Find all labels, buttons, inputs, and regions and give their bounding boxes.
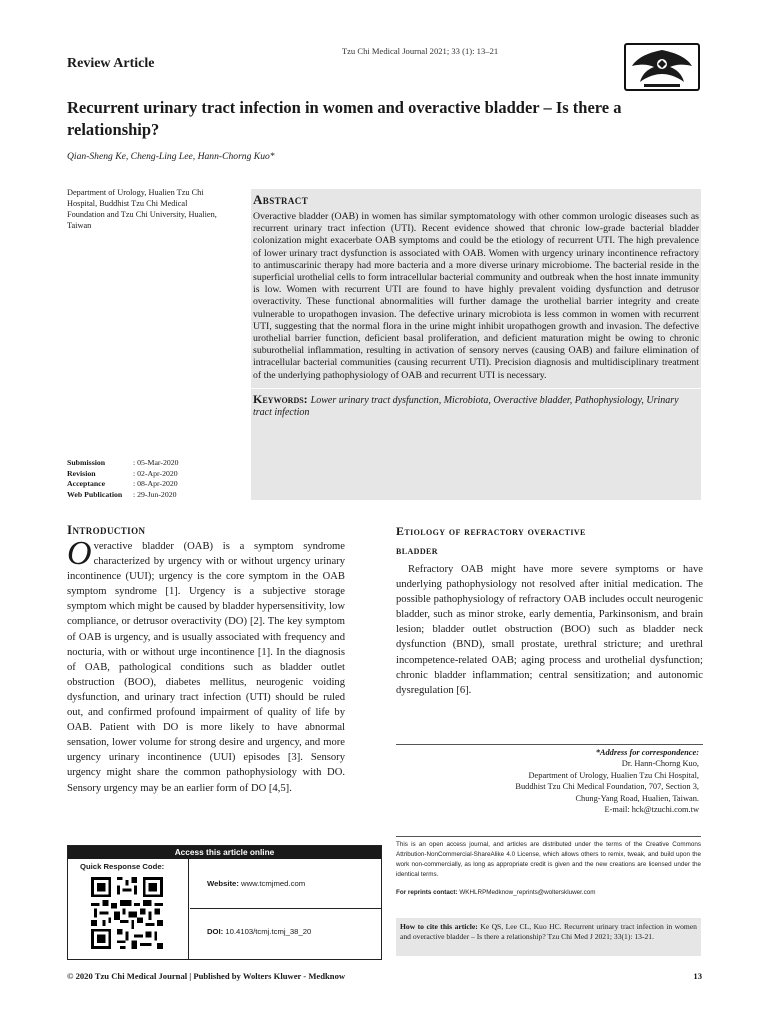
citation-box	[396, 918, 701, 956]
correspondence-heading: *Address for correspondence:	[595, 748, 699, 757]
citation-label: How to cite this article:	[400, 922, 478, 931]
license-notice: This is an open access journal, and articles are distributed under the terms of the Creative Commons Attribution-NonCommercial-ShareAlike 4.0 License, which allows others to remix, tweak, and build upon the work non-commercially, as long as appropriate credit is given and the new creations are licensed under the identical terms.	[396, 836, 701, 880]
introduction-section	[67, 521, 345, 796]
doi-label: DOI:	[207, 927, 224, 936]
journal-logo	[622, 42, 702, 92]
drop-cap: O	[67, 535, 92, 572]
publication-dates	[67, 458, 242, 500]
citation-text: Ke QS, Lee CL, Kuo HC. Recurrent urinary tract infection in women and overactive bladder – Is there a relationship? Tzu Chi Med J 2021; 33(1): 13-21.	[400, 922, 697, 942]
etiology-heading: Etiology of refractory overactive	[396, 524, 586, 538]
correspondence-name: Dr. Hann-Chorng Kuo,	[621, 759, 699, 769]
journal-reference: Tzu Chi Medical Journal 2021; 33 (1): 13–21	[341, 46, 499, 56]
correspondence-divider	[396, 744, 703, 745]
date-row: Web Publication : 29-Jun-2020	[67, 489, 177, 499]
date-row: Revision : 02-Apr-2020	[67, 468, 178, 478]
qr-code-icon[interactable]	[91, 877, 163, 949]
website-link[interactable]: www.tcmjmed.com	[241, 879, 306, 888]
etiology-section	[396, 522, 703, 698]
doi-cell	[190, 910, 381, 959]
reprints-contact: For reprints contact: WKHLRPMedknow_reprints@wolterskluwer.com	[396, 889, 596, 896]
article-type: Review Article	[67, 56, 155, 71]
access-heading: Access this article online	[68, 846, 381, 859]
introduction-text: Overactive bladder (OAB) is a symptom syndrome characterized by urgency with or without urgency urinary incontinence (UUI); urgency is the core symptom in the OAB symptom syndrome [1]. Urgency is a subjective storage symptom which might be caused by bladder hypersensitivity, low compliance, or detrusor overactivity (DO) [2]. The key symptom of OAB is urgency, and is usually associated with frequency and nocturia, with or without urge incontinence [1]. In the diagnosis of OAB, pathological conditions such as bladder outlet obstruction (BOO), diabetes mellitus, neurogenic voiding dysfunction, and urinary tract infection (UTI) should be ruled out, and confirmed profound impairment of quality of life by OAB. Patient with DO is more likely to have abnormal sensation, lower volume for strong desire and urgency, and more urgency urinary incontinence (UUI) episodes [3]. Sensory urgency might share the common pathophysiology with DO. Sensory urgency may be an earlier form of DO [4,5].	[67, 535, 345, 794]
keywords-heading: Keywords:	[253, 391, 308, 406]
correspondence-block	[396, 747, 699, 815]
etiology-heading-cont: bladder	[396, 543, 438, 557]
reprints-email[interactable]: WKHLRPMedknow_reprints@wolterskluwer.com	[459, 889, 596, 896]
article-title: Recurrent urinary tract infection in women and overactive bladder – Is there a relationship?	[67, 98, 622, 139]
doi-link[interactable]: 10.4103/tcmj.tcmj_38_20	[225, 927, 312, 936]
keywords-list: Lower urinary tract dysfunction, Microbiota, Overactive bladder, Pathophysiology, Urinary tract infection	[253, 394, 679, 419]
keywords-divider	[251, 388, 701, 389]
correspondence-line: Department of Urology, Hualien Tzu Chi Hospital,	[528, 770, 699, 780]
etiology-text: Refractory OAB might have more severe symptoms or have underlying pathophysiology not resolved after initial medication. The possible pathophysiology of refractory OAB includes occult neurogenic bladder, such as minor stroke, early dementia, Parkinsonism, and brain lesion; bladder outlet obstruction (BOO) such as bladder neck dysfunction (BND), small prostate, urethral stricture; and urethral incompetence-related OAB; aging process and urothelial dysfunction; chronic bladder inflammation; central sensitization; and autonomic dysregulation [6].	[396, 564, 703, 696]
access-online-box	[67, 845, 382, 960]
correspondence-line: Buddhist Tzu Chi Medical Foundation, 707, Section 3,	[515, 782, 699, 792]
abstract-heading: Abstract	[253, 192, 309, 207]
footer-copyright: © 2020 Tzu Chi Medical Journal | Published by Wolters Kluwer - Medknow	[67, 971, 346, 981]
qr-label: Quick Response Code:	[80, 862, 165, 871]
correspondence-line: Chung-Yang Road, Hualien, Taiwan.	[575, 793, 699, 803]
page-number: 13	[693, 971, 702, 981]
date-row: Submission : 05-Mar-2020	[67, 458, 179, 467]
date-row: Acceptance : 08-Apr-2020	[67, 479, 178, 488]
keywords	[253, 393, 699, 420]
qr-cell	[68, 859, 189, 959]
correspondence-email[interactable]: E-mail: hck@tzuchi.com.tw	[604, 805, 699, 815]
author-list: Qian-Sheng Ke, Cheng-Ling Lee, Hann-Chorng Kuo*	[67, 151, 275, 162]
abstract-box	[251, 189, 701, 500]
abstract-text: Overactive bladder (OAB) in women has similar symptomatology with other common urologic diseases such as recurrent urinary tract infection (UTI). Recent evidence showed that chronic low-grade bacterial bladder colonization might exacerbate OAB symptoms and could be the etiology of recurrent UTI. The high prevalence of lower urinary tract dysfunction is associated with OAB. Women with urgency urinary incontinence refractory to antimuscarinic therapy had more bacteria and a more diverse urinary microbiome. The bacterial reside in the superficial urothelial cells to form intracellular bacterial community and outbreak when the host innate immunity is low. Women with recurrent UTI are found to have highly prevalent voiding dysfunction and detrusor overactivity. These functional abnormalities will further damage the urothelial barrier integrity and create vulnerable to uropathogen invasion. The defective urinary microbiota is less common in women with recurrent UTI, suggesting that the normal flora in the urine might inhibit uropathogen growth and invasion. The defective urothelial barrier function, deficient basal proliferation, and deficient maturation might be owing to chronic suburothelial inflammation, resulting in activation of sensory nerves (causing OAB) and failure elimination of intracellular bacterial communities (causing recurrent UTI). Precision diagnosis and multidisciplinary treatment of the underlying pathophysiology of OAB and recurrent UTI is necessary.	[253, 211, 699, 381]
website-cell	[190, 859, 381, 909]
introduction-heading: Introduction	[67, 522, 146, 537]
website-label: Website:	[207, 879, 239, 888]
affiliation: Department of Urology, Hualien Tzu Chi Hospital, Buddhist Tzu Chi Medical Foundation and Tzu Chi University, Hualien, Taiwan	[67, 188, 217, 230]
